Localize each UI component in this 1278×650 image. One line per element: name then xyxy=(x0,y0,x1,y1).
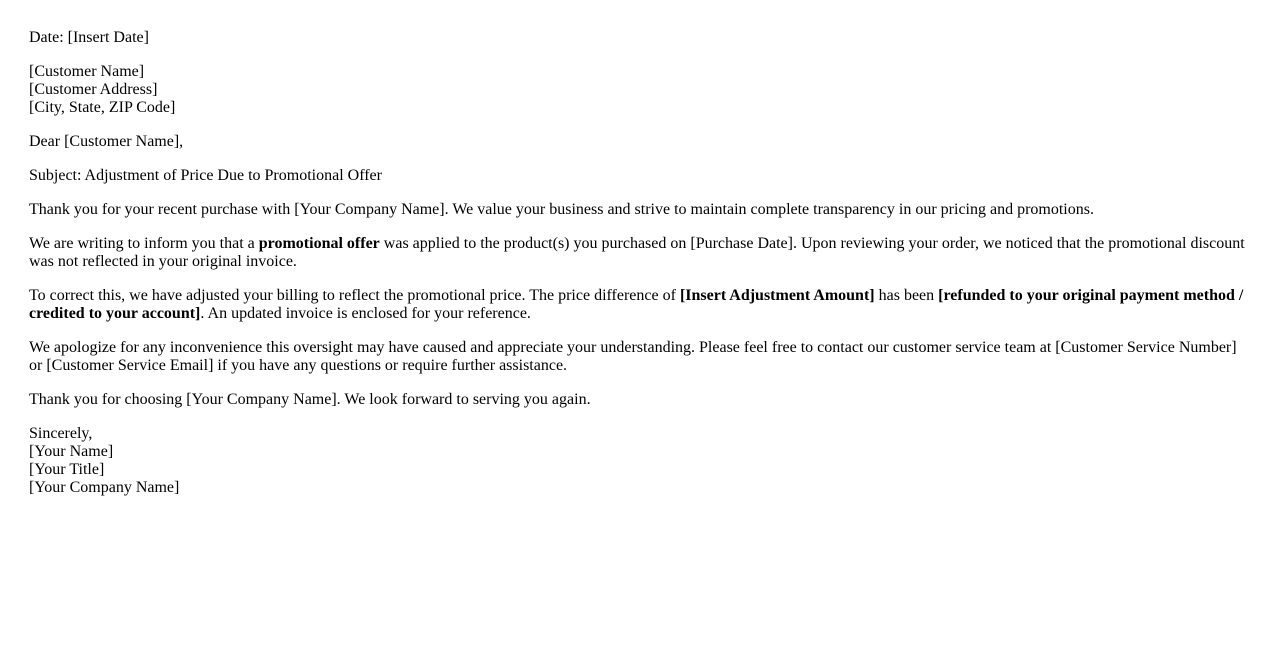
text-segment: . An updated invoice is enclosed for your reference. xyxy=(200,305,531,322)
signature-title: [Your Title] xyxy=(29,461,105,478)
text-segment: We are writing to inform you that a xyxy=(29,235,259,252)
salutation: Dear [Customer Name], xyxy=(29,133,184,150)
subject-line: Subject: Adjustment of Price Due to Promotional Offer xyxy=(29,167,382,184)
bold-refund-method: [refunded to your original payment method / credited to your account] xyxy=(29,287,1244,322)
signature-company: [Your Company Name] xyxy=(29,479,180,496)
text-segment: was applied to the product(s) you purchased on [Purchase Date]. Upon reviewing your order, we noticed that the promotional discount was not reflected in your original invoice. xyxy=(29,235,1245,270)
signature-block xyxy=(29,425,1249,497)
text-segment: To correct this, we have adjusted your billing to reflect the promotional price. The price difference of xyxy=(29,287,680,304)
recipient-block xyxy=(29,63,1249,117)
recipient-name: [Customer Name] xyxy=(29,63,145,80)
paragraph-correction xyxy=(29,287,1249,323)
date-line: Date: [Insert Date] xyxy=(29,29,149,46)
paragraph-closing-thanks: Thank you for choosing [Your Company Name]. We look forward to serving you again. xyxy=(29,391,591,408)
paragraph-promo-notice xyxy=(29,235,1249,271)
text-segment: has been xyxy=(874,287,939,304)
bold-promotional-offer: promotional offer xyxy=(258,235,380,252)
signature-sincerely: Sincerely, xyxy=(29,425,93,442)
bold-adjustment-amount: [Insert Adjustment Amount] xyxy=(679,287,875,304)
signature-name: [Your Name] xyxy=(29,443,114,460)
paragraph-apology: We apologize for any inconvenience this oversight may have caused and appreciate your understanding. Please feel free to contact our customer service team at [Customer Service Number] or [Customer Service Email] if you have any questions or require further assistance. xyxy=(29,339,1237,374)
paragraph-thank-you: Thank you for your recent purchase with [Your Company Name]. We value your business and strive to maintain complete transparency in our pricing and promotions. xyxy=(29,201,1094,218)
recipient-address: [Customer Address] xyxy=(29,81,158,98)
recipient-city-state-zip: [City, State, ZIP Code] xyxy=(29,99,176,116)
